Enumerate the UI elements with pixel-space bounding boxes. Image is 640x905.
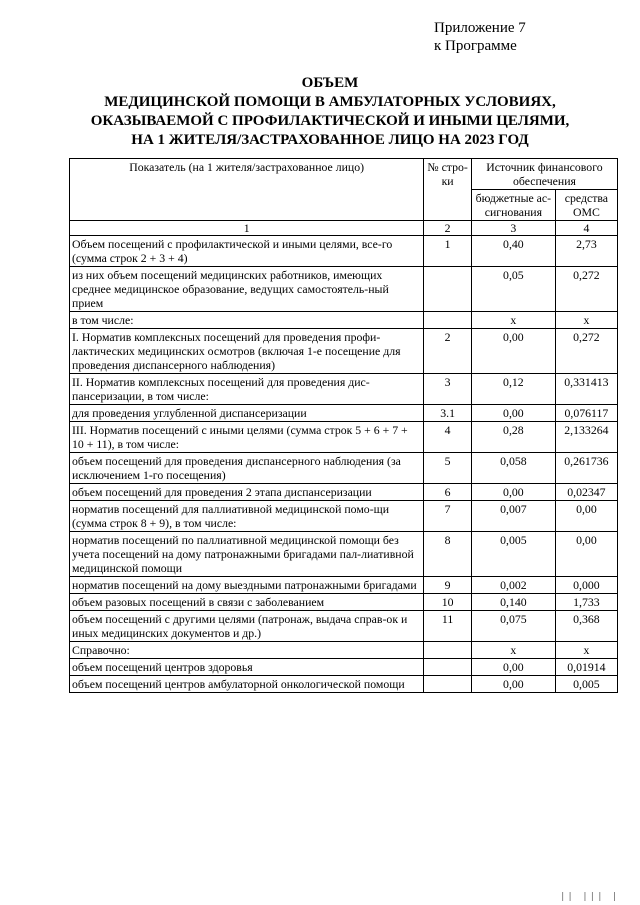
column-number-1: 1 <box>70 221 424 236</box>
table-row <box>70 422 618 453</box>
row-number <box>424 267 472 312</box>
row-budget-value: 0,002 <box>471 577 555 594</box>
column-number-2: 2 <box>424 221 472 236</box>
row-budget-value: х <box>471 642 555 659</box>
row-budget-value: 0,28 <box>471 422 555 453</box>
row-indicator: Справочно: <box>70 642 424 659</box>
row-indicator: объем посещений центров амбулаторной онкологической помощи <box>70 676 424 693</box>
table-row <box>70 267 618 312</box>
row-indicator: объем разовых посещений в связи с заболеванием <box>70 594 424 611</box>
row-number: 2 <box>424 329 472 374</box>
row-budget-value: 0,12 <box>471 374 555 405</box>
row-indicator: в том числе: <box>70 312 424 329</box>
row-budget-value: 0,00 <box>471 405 555 422</box>
table-row <box>70 236 618 267</box>
row-oms-value: 0,076117 <box>555 405 617 422</box>
table-row <box>70 642 618 659</box>
table-row <box>70 329 618 374</box>
row-oms-value: х <box>555 642 617 659</box>
header-indicator: Показатель (на 1 жителя/застрахованное лицо) <box>70 159 424 221</box>
row-indicator: объем посещений для проведения 2 этапа диспансеризации <box>70 484 424 501</box>
table-row <box>70 484 618 501</box>
row-budget-value: 0,058 <box>471 453 555 484</box>
row-oms-value: 0,368 <box>555 611 617 642</box>
document-title <box>60 74 600 150</box>
row-budget-value: 0,00 <box>471 676 555 693</box>
table-row <box>70 611 618 642</box>
row-budget-value: 0,40 <box>471 236 555 267</box>
row-number: 3.1 <box>424 405 472 422</box>
row-oms-value: 0,01914 <box>555 659 617 676</box>
row-budget-value: 0,140 <box>471 594 555 611</box>
row-number: 10 <box>424 594 472 611</box>
row-number: 6 <box>424 484 472 501</box>
table-row <box>70 532 618 577</box>
row-oms-value: 1,733 <box>555 594 617 611</box>
title-line-1: ОБЪЕМ <box>301 75 359 91</box>
row-indicator: норматив посещений по паллиативной медицинской помощи без учета посещений на дому патронажными бригадами пал-лиативной медицинской помощи <box>70 532 424 577</box>
row-oms-value: 0,00 <box>555 532 617 577</box>
header-funding-source: Источник финансового обеспечения <box>471 159 617 190</box>
table-row <box>70 374 618 405</box>
table-body <box>70 236 618 693</box>
title-line-4: НА 1 ЖИТЕЛЯ/ЗАСТРАХОВАННОЕ ЛИЦО НА 2023 ГОД <box>131 132 529 148</box>
title-line-3: ОКАЗЫВАЕМОЙ С ПРОФИЛАКТИЧЕСКОЙ И ИНЫМИ ЦЕЛЯМИ, <box>90 113 570 129</box>
row-budget-value: 0,075 <box>471 611 555 642</box>
header-oms: средства ОМС <box>555 190 617 221</box>
appendix-note <box>434 19 624 55</box>
row-indicator: объем посещений для проведения диспансерного наблюдения (за исключением 1-го посещения) <box>70 453 424 484</box>
row-number <box>424 659 472 676</box>
row-oms-value: 2,73 <box>555 236 617 267</box>
row-indicator: II. Норматив комплексных посещений для проведения дис-пансеризации, в том числе: <box>70 374 424 405</box>
header-row-1 <box>70 159 618 190</box>
header-row-number: № стро-ки <box>424 159 472 221</box>
row-indicator: I. Норматив комплексных посещений для проведения профи-лактических медицинских осмотров (включая 1-е посещение для проведения диспансерного наблюдения) <box>70 329 424 374</box>
table-row <box>70 676 618 693</box>
row-budget-value: 0,00 <box>471 484 555 501</box>
row-indicator: из них объем посещений медицинских работников, имеющих среднее медицинское образование, ведущих самостоятель-ный прием <box>70 267 424 312</box>
row-budget-value: 0,00 <box>471 329 555 374</box>
row-number <box>424 676 472 693</box>
row-indicator: для проведения углубленной диспансеризации <box>70 405 424 422</box>
row-budget-value: 0,005 <box>471 532 555 577</box>
appendix-line-1: Приложение 7 <box>434 20 526 36</box>
row-oms-value: х <box>555 312 617 329</box>
table-row <box>70 405 618 422</box>
row-budget-value: 0,05 <box>471 267 555 312</box>
row-indicator: III. Норматив посещений с иными целями (сумма строк 5 + 6 + 7 + 10 + 11), в том числе: <box>70 422 424 453</box>
table-row <box>70 659 618 676</box>
row-oms-value: 0,00 <box>555 501 617 532</box>
column-number-3: 3 <box>471 221 555 236</box>
table-row <box>70 594 618 611</box>
column-number-4: 4 <box>555 221 617 236</box>
row-oms-value: 0,02347 <box>555 484 617 501</box>
row-number: 9 <box>424 577 472 594</box>
column-numbers-row <box>70 221 618 236</box>
row-number: 5 <box>424 453 472 484</box>
table-row <box>70 312 618 329</box>
row-number: 11 <box>424 611 472 642</box>
row-indicator: норматив посещений для паллиативной медицинской помо-щи (сумма строк 8 + 9), в том числе: <box>70 501 424 532</box>
row-budget-value: 0,00 <box>471 659 555 676</box>
row-oms-value: 0,000 <box>555 577 617 594</box>
row-number <box>424 312 472 329</box>
table-row <box>70 501 618 532</box>
row-indicator: объем посещений с другими целями (патронаж, выдача справ-ок и иных медицинских документов и др.) <box>70 611 424 642</box>
row-number: 3 <box>424 374 472 405</box>
row-indicator: Объем посещений с профилактической и иными целями, все-го (сумма строк 2 + 3 + 4) <box>70 236 424 267</box>
row-oms-value: 0,261736 <box>555 453 617 484</box>
row-oms-value: 0,005 <box>555 676 617 693</box>
header-budget: бюджетные ас-сигнования <box>471 190 555 221</box>
scan-artifact: || ||| | <box>560 892 620 902</box>
table-row <box>70 453 618 484</box>
row-budget-value: х <box>471 312 555 329</box>
row-number <box>424 642 472 659</box>
row-oms-value: 2,133264 <box>555 422 617 453</box>
title-line-2: МЕДИЦИНСКОЙ ПОМОЩИ В АМБУЛАТОРНЫХ УСЛОВИЯХ, <box>104 94 556 110</box>
row-oms-value: 0,272 <box>555 267 617 312</box>
row-budget-value: 0,007 <box>471 501 555 532</box>
table-row <box>70 577 618 594</box>
row-indicator: норматив посещений на дому выездными патронажными бригадами <box>70 577 424 594</box>
appendix-line-2: к Программе <box>434 38 517 54</box>
volume-table <box>69 158 618 693</box>
row-number: 8 <box>424 532 472 577</box>
row-oms-value: 0,272 <box>555 329 617 374</box>
row-number: 1 <box>424 236 472 267</box>
row-number: 4 <box>424 422 472 453</box>
row-number: 7 <box>424 501 472 532</box>
row-oms-value: 0,331413 <box>555 374 617 405</box>
row-indicator: объем посещений центров здоровья <box>70 659 424 676</box>
